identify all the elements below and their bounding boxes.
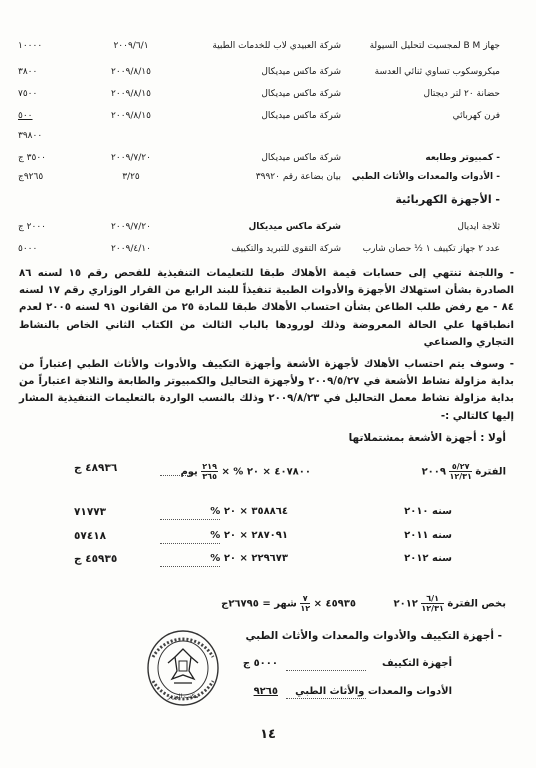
calculation-paragraph: - وسوف يتم احتساب الأهلاك لأجهزة الأشعة وأجهزة التكييف والأدوات والأثاث الطبي إعتباراً من بداية مزاولة نشاط الأشعة في ٢٠٠٩/٥/٢٧ ولأجهزة التحاليل والكمبيوتر والطابعة والثلاجة اعتباراً من بداية مزاولة نشاط معمل التحاليل في ٢٠٠٩/٨/٢٣ وذلك بالنسب الواردة بالتعليمات التنفيذية المشار إليها كالتالي :-: [19, 359, 514, 422]
table-row-company: شركة ماكس ميديكال: [261, 111, 341, 121]
leader-dots: [160, 519, 220, 520]
period-label: بخص الفترة: [447, 598, 506, 610]
year-2010-label: سنه ٢٠١٠: [404, 506, 452, 517]
fraction-numerator: ٢١٩: [202, 462, 217, 471]
table-row-amount: ٢٠٠٠ ج: [18, 222, 47, 232]
leader-dots: [160, 543, 220, 544]
subtotal-amount: ٣٩٨٠٠: [18, 131, 43, 141]
electric-heading: - الأجهزة الكهربائية: [395, 193, 500, 206]
tools-label: الأدوات والمعدات والأثاث الطبي: [295, 686, 452, 697]
table-row-company: بيان بضاعة رقم ٣٩٩٢٠: [255, 172, 341, 182]
tools-value: ٩٢٦٥: [253, 686, 278, 697]
table-row-item: فرن كهربائي: [452, 111, 500, 121]
table-row-amount: ٩٢٦٥ج: [18, 172, 44, 182]
table-row-amount: ٥٠٠: [18, 111, 33, 121]
fraction-numerator: ٥/٢٧: [449, 462, 471, 472]
table-row-date: ٢٠٠٩/٨/١٥: [111, 67, 151, 77]
table-row-amount: ٣٨٠٠: [18, 67, 38, 77]
year-2011-expression: ٢٨٧٠٩١ × ٢٠ %: [210, 530, 288, 541]
leader-dots: [160, 475, 190, 476]
table-row-date: ٢٠٠٩/٧/٢٠: [111, 222, 151, 232]
ac-value: ٥٠٠٠ ج: [242, 658, 278, 669]
expression-text: ٤٠٧٨٠٠ × ٢٠ % ×: [221, 466, 311, 478]
table-row-date: ٢٠٠٩/٨/١٥: [111, 111, 151, 121]
table-row-item: ثلاجة ايديال: [457, 222, 500, 232]
period-label: الفترة: [475, 466, 506, 478]
year-2012-label: سنه ٢٠١٢: [404, 553, 452, 564]
table-row-company: شركة العبيدي لاب للخدمات الطبية: [212, 41, 341, 51]
calc-2009-expression: [180, 462, 311, 481]
stamp-text: مكتب الوزير: [167, 693, 199, 700]
expression-text: ٤٥٩٣٥ ×: [313, 598, 356, 610]
table-row-date: ٢٠٠٩/٧/٢٠: [111, 153, 151, 163]
year-2012-expression: ٢٢٩٦٧٣ × ٢٠ %: [210, 553, 288, 564]
table-row-date: ٣/٢٥: [122, 172, 140, 182]
leader-dots: [160, 566, 220, 567]
fraction-denominator: ١٢/٣١: [449, 472, 472, 481]
table-row-amount: ٣٥٠٠ ج: [18, 153, 47, 163]
table-row-item: حضانة ٢٠ لتر ديجتال: [423, 89, 500, 99]
calc-period-2009: [422, 462, 506, 481]
ac-label: أجهزة التكييف: [382, 658, 452, 669]
depreciation-paragraph: - واللجنة تنتهي إلى حسابات قيمة الأهلاك طبقا للتعليمات التنفيذية للفحص رقم ١٥ لسنه ٨٦ الصادرة بشأن استهلاك الأجهزة والأدوات الطبية تنفيذاً للبند الرابع من القرار الوزاري رقم ١٧ لسنه ٨٤ - مع رفض طلب الطاعن بشأن احتساب الأهلاك طبقا للمادة ٢٥ من القانون ٩١ لسنه ٢٠٠٥ لعدم انطباقها علي الحالة المعروضة وذلك لورودها بالباب الثالث من الكتاب الثاني الخاص بالنشاط التجاري والصناعي: [19, 268, 514, 348]
leader-dots: [286, 670, 366, 671]
page-number: ١٤: [260, 727, 276, 742]
table-row-date: ٢٠٠٩/٦/١: [113, 41, 149, 51]
fraction-denominator: ٣٦٥: [202, 472, 217, 481]
fraction-numerator: ٦/١: [421, 594, 443, 604]
table-row-date: ٢٠٠٩/٤/١٠: [111, 244, 151, 254]
table-row-item: جهاز B M لمجسيت لتحليل السيولة: [369, 41, 500, 51]
section-radiology-heading: أولا : أجهزة الأشعة بمشتملاتها: [348, 432, 506, 444]
table-row-company: شركة ماكس ميديكال: [248, 222, 341, 232]
table-row-company: شركة التقوى للتبريد والتكييف: [231, 244, 341, 254]
calc-2009-result: ٤٨٩٣٦ ج: [74, 462, 118, 474]
unit-text: يوم: [180, 466, 198, 478]
table-row-amount: ٥٠٠٠: [18, 244, 38, 254]
table-row-item: ميكروسكوب تساوي ثنائي العدسة: [374, 67, 500, 77]
period-fraction: [421, 594, 443, 613]
year-2010-expression: ٣٥٨٨٦٤ × ٢٠ %: [210, 506, 288, 517]
days-fraction: [201, 462, 218, 481]
fraction-numerator: ٧: [300, 594, 310, 604]
calc-period-2012: [393, 594, 506, 613]
fraction-denominator: ١٢/٣١: [421, 604, 444, 613]
year-2012-result: ٤٥٩٣٥ ج: [74, 553, 118, 565]
table-row-amount: ١٠٠٠٠: [18, 41, 43, 51]
months-fraction: [300, 594, 310, 613]
year-2011-label: سنه ٢٠١١: [404, 530, 452, 541]
calc-2012-expression: [221, 594, 356, 613]
table-row-company: شركة ماكس ميديكال: [261, 89, 341, 99]
table-row-company: شركة ماكس ميديكال: [261, 67, 341, 77]
fraction-denominator: ١٢: [300, 604, 311, 613]
year-2011-result: ٥٧٤١٨: [74, 530, 107, 542]
period-year: ٢٠٠٩: [421, 466, 446, 478]
table-row-item: - كمبيوتر وطابعه: [425, 153, 500, 163]
table-row-item: عدد ٢ جهاز تكييف ١ ½ حصان شارب: [362, 244, 500, 254]
table-row-amount: ٧٥٠٠: [18, 89, 38, 99]
year-2010-result: ٧١٧٧٣: [74, 506, 107, 518]
table-row-company: شركة ماكس ميديكال: [261, 153, 341, 163]
expression-result: شهر = ٢٦٧٩٥ج: [221, 598, 297, 610]
table-row-date: ٢٠٠٩/٨/١٥: [111, 89, 151, 99]
period-fraction: [449, 462, 471, 481]
section-ac-tools-heading: - أجهزة التكييف والأدوات والمعدات والأثاث الطبي: [245, 630, 502, 642]
leader-dots: [286, 698, 366, 699]
table-row-item: - الأدوات والمعدات والأثاث الطبي: [351, 172, 500, 182]
period-year: ٢٠١٢: [393, 598, 418, 610]
official-seal-stamp: [144, 627, 222, 709]
